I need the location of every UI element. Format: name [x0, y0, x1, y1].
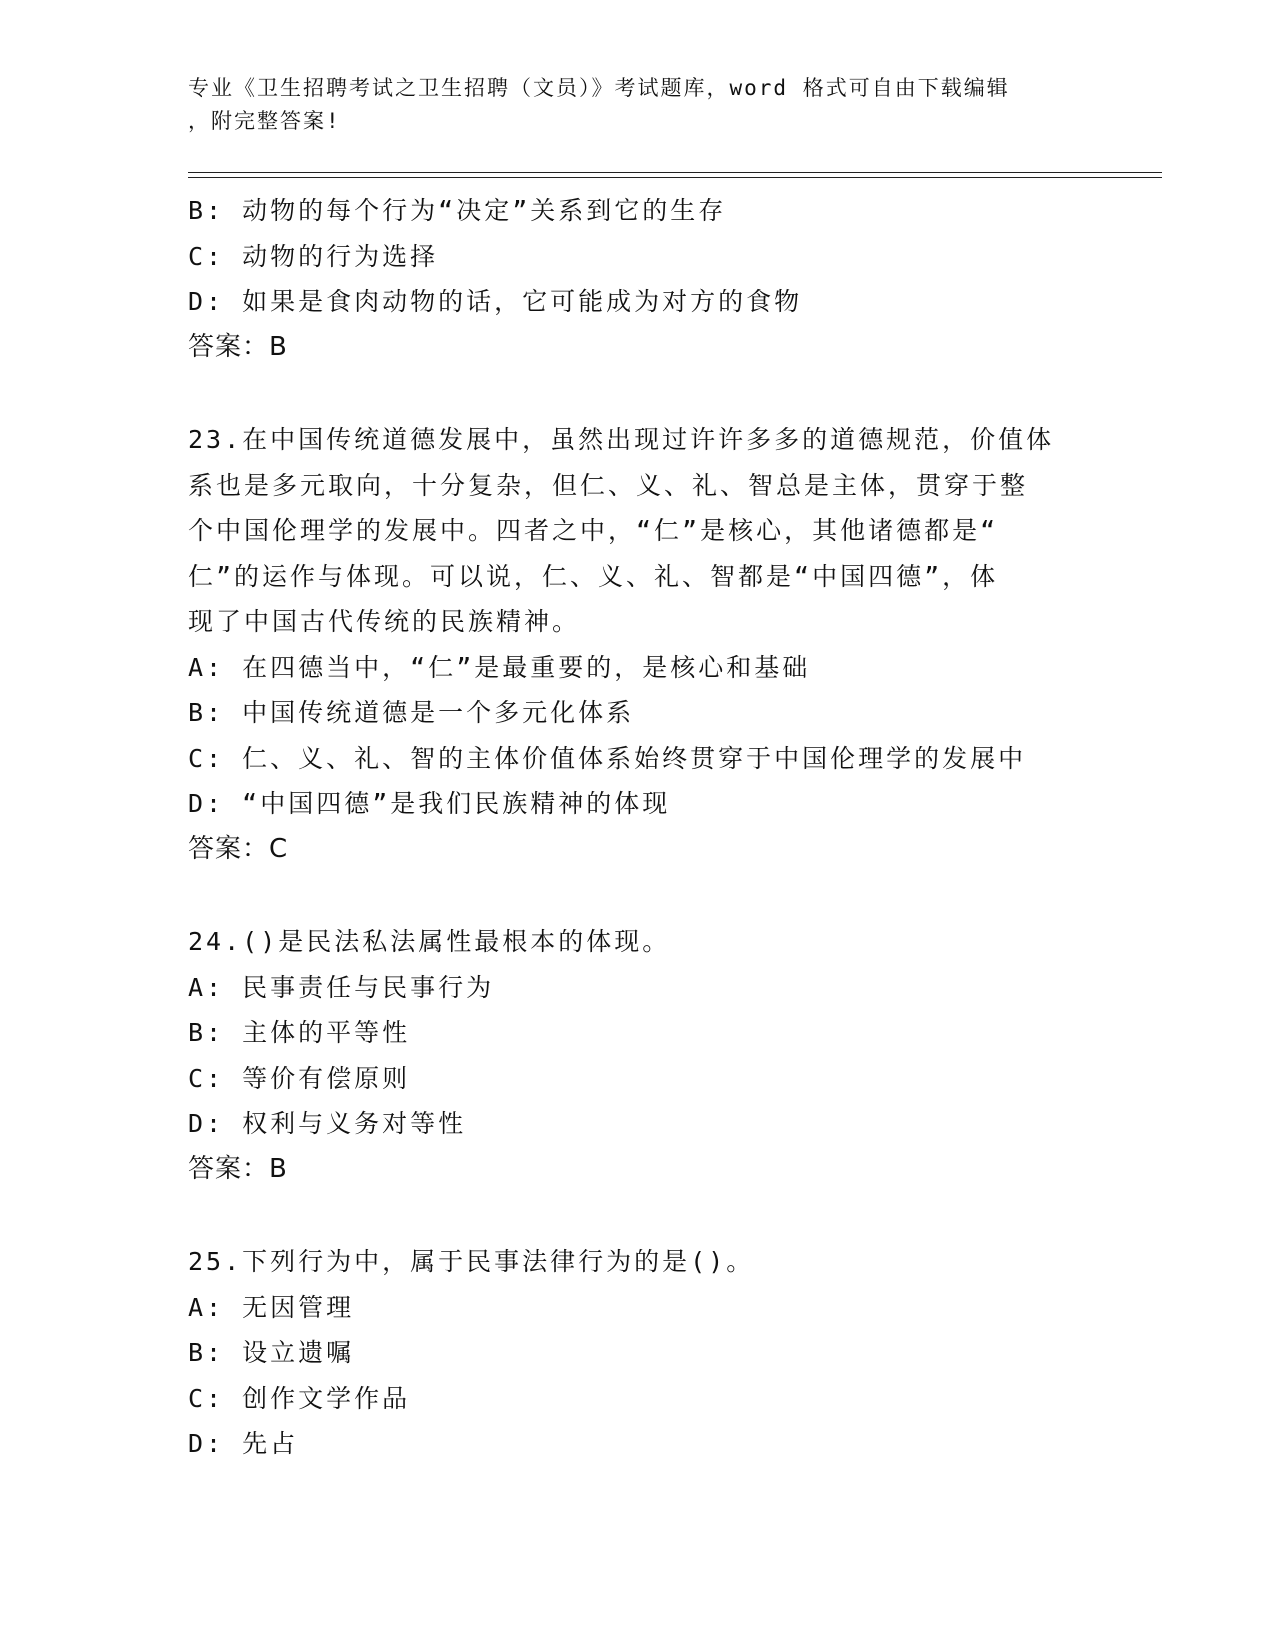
option-b: B: 主体的平等性: [188, 1018, 411, 1047]
header-rule-bottom: [188, 177, 1162, 178]
question-stem-line: 个中国伦理学的发展中。四者之中，“仁”是核心，其他诸德都是“: [188, 516, 999, 545]
option-b: B: 动物的每个行为“决定”关系到它的生存: [188, 196, 727, 225]
answer-line: 答案：C: [188, 833, 289, 864]
option-c: C: 仁、义、礼、智的主体价值体系始终贯穿于中国伦理学的发展中: [188, 743, 1027, 773]
question-content: [188, 188, 1118, 1467]
option-d: D: “中国四德”是我们民族精神的体现: [188, 789, 671, 818]
question-stem-line: 现了中国古代传统的民族精神。: [188, 607, 581, 636]
answer-line: 答案：B: [188, 1153, 288, 1184]
document-header: [188, 72, 1088, 138]
option-b: B: 中国传统道德是一个多元化体系: [188, 698, 635, 727]
question-25: [188, 1239, 1118, 1467]
option-c: C: 创作文学作品: [188, 1383, 411, 1413]
option-a: A: 在四德当中，“仁”是最重要的，是核心和基础: [188, 652, 811, 682]
question-stem: 25.下列行为中，属于民事法律行为的是()。: [188, 1247, 755, 1276]
spacer: [188, 370, 1118, 417]
spacer: [188, 1192, 1118, 1239]
answer-line: 答案：B: [188, 331, 288, 362]
option-c: C: 动物的行为选择: [188, 241, 439, 271]
option-a: A: 民事责任与民事行为: [188, 972, 495, 1002]
option-b: B: 设立遗嘱: [188, 1338, 355, 1367]
question-stem-line: 仁”的运作与体现。可以说，仁、义、礼、智都是“中国四德”，体: [188, 561, 999, 591]
question-stem-line: 系也是多元取向，十分复杂，但仁、义、礼、智总是主体，贯穿于整: [188, 470, 1029, 500]
header-line-2: ，附完整答案!: [188, 109, 341, 133]
header-line-1: 专业《卫生招聘考试之卫生招聘（文员）》考试题库，word 格式可自由下载编辑: [188, 76, 1010, 100]
option-a: A: 无因管理: [188, 1292, 355, 1322]
question-block-prev: [188, 188, 1118, 370]
spacer: [188, 872, 1118, 919]
question-23: [188, 417, 1118, 872]
option-d: D: 如果是食肉动物的话，它可能成为对方的食物: [188, 287, 803, 316]
question-24: [188, 919, 1118, 1192]
option-c: C: 等价有偿原则: [188, 1063, 411, 1093]
question-stem-line: 23.在中国传统道德发展中，虽然出现过许许多多的道德规范，价值体: [188, 425, 1055, 454]
option-d: D: 先占: [188, 1429, 299, 1458]
header-rule-top: [188, 172, 1162, 173]
question-stem: 24.()是民法私法属性最根本的体现。: [188, 927, 671, 956]
option-d: D: 权利与义务对等性: [188, 1109, 467, 1138]
